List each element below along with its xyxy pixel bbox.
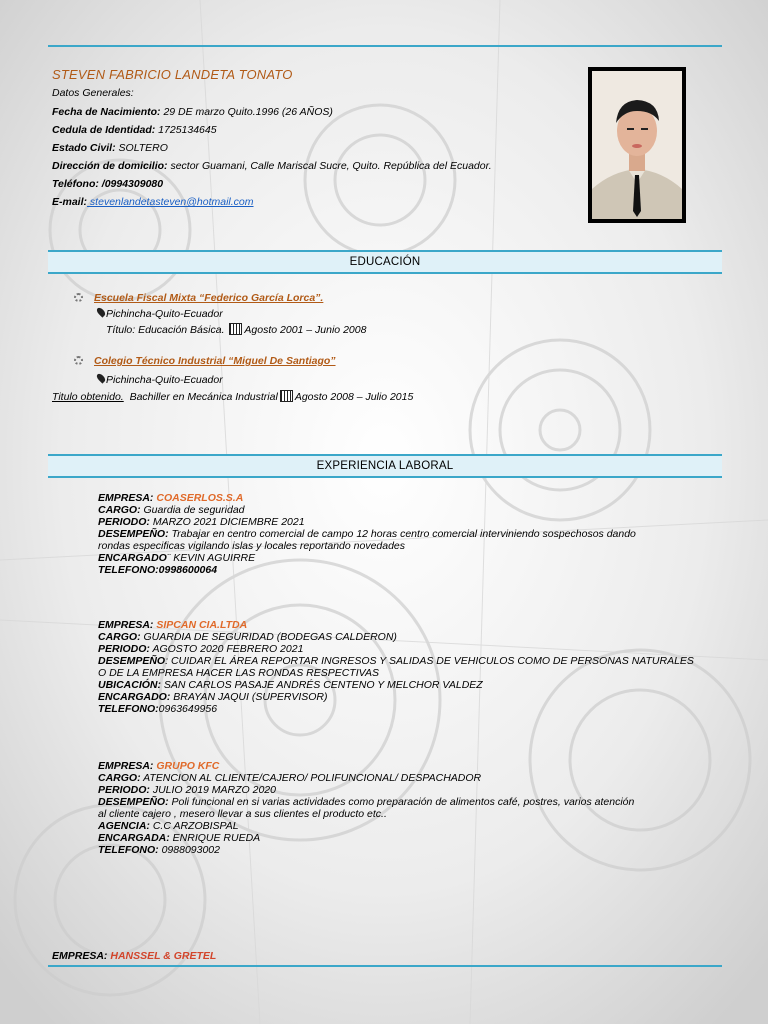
school-2-name[interactable]: Colegio Técnico Industrial “Miguel De Santiago”: [94, 355, 336, 367]
top-rule: [48, 45, 722, 47]
email-row: E-mail: stevenlandetasteven@hotmail.com: [52, 196, 254, 208]
company-name: HANSSEL & GRETEL: [110, 950, 217, 962]
job-1: EMPRESA: COASERLOS.S.A CARGO: Guardia de seguridad PERIODO: MARZO 2021 DICIEMBRE 2021 DESEMPEÑO: Trabajar en centro comercial de campo 12 horas centro comercial interviniendo sospechosos dando rondas especificas vigilando islas y locales reportando novedades ENCARGADO¨ KEVIN AGUIRRE TELEFONO:0998600064: [98, 492, 636, 576]
school-1-name[interactable]: Escuela Fiscal Mixta “Federico García Lorca”.: [94, 292, 324, 304]
email-link[interactable]: stevenlandetasteven@hotmail.com: [87, 196, 254, 208]
experience-heading: EXPERIENCIA LABORAL: [48, 454, 722, 478]
profile-photo: [588, 67, 686, 223]
company-name: COASERLOS.S.A: [156, 492, 244, 504]
location-pin-icon: [95, 372, 106, 383]
civil-status-row: Estado Civil: SOLTERO: [52, 142, 168, 154]
school-2-row: [74, 355, 336, 367]
education-heading: EDUCACIÓN: [48, 250, 722, 274]
id-number-row: Cedula de Identidad: 1725134645: [52, 124, 217, 136]
applicant-name: STEVEN FABRICIO LANDETA TONATO: [52, 67, 293, 82]
company-name: GRUPO KFC: [156, 760, 220, 772]
location-pin-icon: [95, 306, 106, 317]
school-1-location: Pichincha-Quito-Ecuador: [98, 307, 223, 320]
phone-row: Teléfono: /0994309080: [52, 178, 164, 190]
job-3: EMPRESA: GRUPO KFC CARGO: ATENCION AL CLIENTE/CAJERO/ POLIFUNCIONAL/ DESPACHADOR PERIODO: JULIO 2019 MARZO 2020 DESEMPEÑO: Poli funcional en si varias actividades como preparación de alimentos café, postres, varios atención al cliente cajero , mesero llevar a sus clientes el producto etc.. AGENCIA: C.C ARZOBISPAL ENCARGADA: ENRIQUE RUEDA TELEFONO: 0988093002: [98, 760, 635, 856]
school-1-title: Título: Educación Básica. Agosto 2001 – Junio 2008: [106, 324, 367, 336]
school-2-location: Pichincha-Quito-Ecuador: [98, 373, 223, 386]
company-name: SIPCAN CIA.LTDA: [156, 619, 248, 631]
school-2-title: Titulo obtenido. Bachiller en Mecánica Industrial Agosto 2008 – Julio 2015: [52, 391, 414, 403]
birth-date-row: Fecha de Nacimiento: 29 DE marzo Quito.1996 (26 AÑOS): [52, 106, 333, 118]
job-4-header: EMPRESA: HANSSEL & GRETEL: [52, 950, 217, 962]
calendar-icon: [229, 323, 242, 335]
school-1-row: [74, 292, 323, 304]
gear-bullet-icon: [74, 293, 83, 302]
portrait-image: [592, 71, 682, 219]
bottom-rule: [48, 965, 722, 967]
job-2: EMPRESA: SIPCAN CIA.LTDA CARGO: GUARDIA DE SEGURIDAD (BODEGAS CALDERON) PERIODO: AGOSTO 2020 FEBRERO 2021 DESEMPEÑO: CUIDAR EL ÁREA REPORTAR INGRESOS Y SALIDAS DE VEHICULOS COMO DE PERSONAS NATURALES O DE LA EMPRESA HACER LAS RONDAS RESPECTIVAS UBICACIÓN: SAN CARLOS PASAJE ANDRÉS CENTENO Y MELCHOR VALDEZ ENCARGADO: BRAYAN JAQUI (SUPERVISOR) TELEFONO:0963649956: [98, 619, 694, 715]
calendar-icon: [280, 390, 293, 402]
address-row: Dirección de domicilio: sector Guamani, Calle Mariscal Sucre, Quito. República del Ecuador.: [52, 160, 492, 172]
general-data-label: Datos Generales:: [52, 87, 134, 99]
gear-bullet-icon: [74, 356, 83, 365]
